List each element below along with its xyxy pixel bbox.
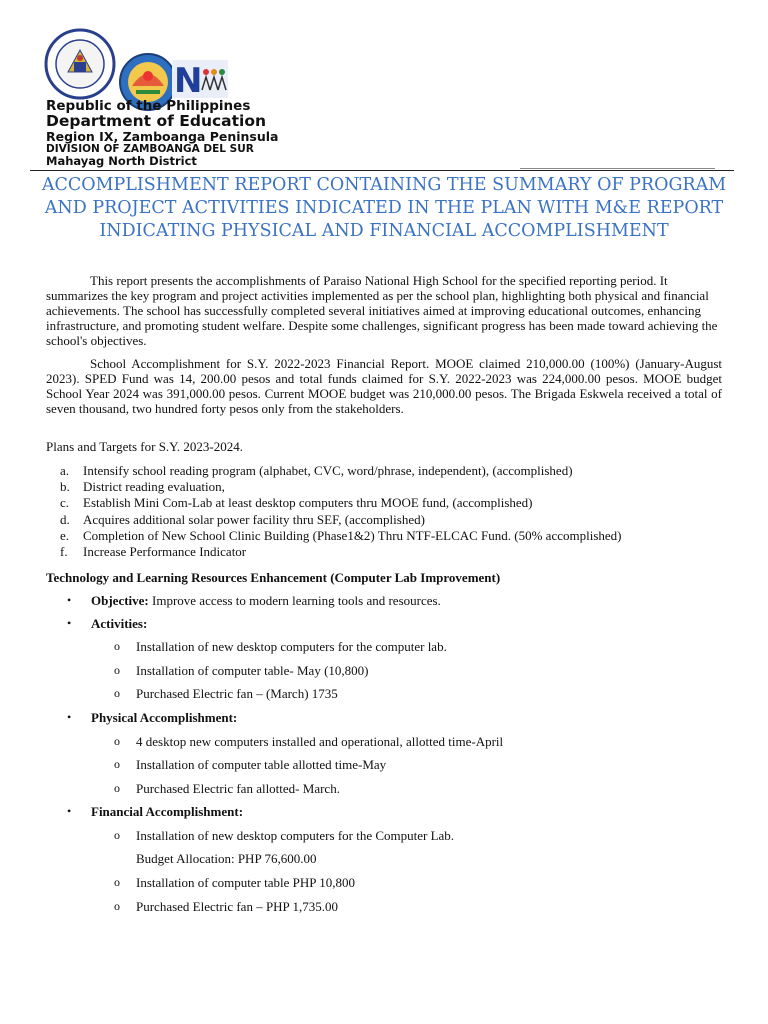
list-item bbox=[46, 463, 722, 479]
activities-label: Activities: bbox=[91, 616, 148, 631]
header-division: DIVISION OF ZAMBOANGA DEL SUR bbox=[46, 143, 254, 155]
list-marker: a. bbox=[60, 463, 70, 478]
activity-text: Installation of computer table- May (10,800) bbox=[136, 663, 369, 678]
list-item bbox=[46, 528, 722, 544]
financial-sub-item bbox=[114, 899, 339, 915]
financial-text: Purchased Electric fan – PHP 1,735.00 bbox=[136, 899, 339, 914]
activity-text: Installation of new desktop computers for the computer lab. bbox=[136, 639, 447, 654]
activity-item bbox=[114, 663, 369, 679]
section-heading: Technology and Learning Resources Enhancement (Computer Lab Improvement) bbox=[46, 570, 501, 585]
list-item bbox=[46, 512, 722, 528]
list-item-text: Increase Performance Indicator bbox=[83, 544, 247, 560]
sub-bullet-marker: o bbox=[114, 639, 120, 653]
header-region: Region IX, Zamboanga Peninsula bbox=[46, 129, 279, 144]
list-item-text: Establish Mini Com-Lab at least desktop computers thru MOOE fund, (accomplished) bbox=[83, 495, 533, 511]
header-logos bbox=[40, 24, 240, 104]
sub-bullet-marker: o bbox=[114, 686, 120, 700]
physical-text: Purchased Electric fan allotted- March. bbox=[136, 781, 340, 796]
list-marker: e. bbox=[60, 527, 70, 543]
school-n-logo bbox=[172, 60, 228, 98]
bullet-marker: • bbox=[67, 593, 72, 607]
sub-bullet-marker: o bbox=[114, 875, 120, 889]
list-item bbox=[46, 544, 722, 560]
physical-sub-item bbox=[114, 734, 504, 750]
activity-item bbox=[114, 686, 338, 702]
deped-seal-logo bbox=[44, 28, 116, 100]
financial-label: Financial Accomplishment: bbox=[91, 804, 244, 819]
financial-text: Installation of computer table PHP 10,800 bbox=[136, 875, 356, 890]
sub-bullet-marker: o bbox=[114, 757, 120, 771]
plans-heading: Plans and Targets for S.Y. 2023-2024. bbox=[46, 439, 243, 454]
financial-item bbox=[67, 804, 244, 820]
plans-list bbox=[46, 463, 722, 560]
list-item-text: Completion of New School Clinic Building (Phase1&2) Thru NTF-ELCAC Fund. (50% accomplished) bbox=[83, 527, 622, 543]
sub-bullet-marker: o bbox=[114, 663, 120, 677]
list-marker: d. bbox=[60, 511, 70, 527]
objective-label: Objective: bbox=[91, 593, 149, 608]
header-district: Mahayag North District bbox=[46, 154, 197, 168]
physical-label: Physical Accomplishment: bbox=[91, 710, 238, 725]
financial-sub-item bbox=[114, 875, 356, 891]
bullet-marker: • bbox=[67, 804, 72, 818]
report-title: ACCOMPLISHMENT REPORT CONTAINING THE SUMMARY OF PROGRAM AND PROJECT ACTIVITIES INDICATED IN THE PLAN WITH M&E REPORT INDICATING PHYSICAL AND FINANCIAL ACCOMPLISHMENT bbox=[41, 175, 727, 241]
svg-text:N: N bbox=[174, 61, 203, 98]
financial-paragraph: School Accomplishment for S.Y. 2022-2023 Financial Report. MOOE claimed 210,000.00 (100%) (January-August 2023). SPED Fund was 14, 200.00 pesos and total funds claimed for S.Y. 2022-2023 was 224,000.00 pesos. MOOE budget School Year 2024 was 391,000.00 pesos. Current MOOE budget was 210,000.00 pesos. The Brigada Eskwela received a total of seven thousand, two hundred forty pesos only from the stakeholders. bbox=[46, 356, 722, 416]
sub-bullet-marker: o bbox=[114, 899, 120, 913]
activity-item bbox=[114, 639, 447, 655]
activities-item bbox=[67, 616, 148, 632]
objective-text: Improve access to modern learning tools and resources. bbox=[152, 593, 441, 608]
physical-text: Installation of computer table allotted time-May bbox=[136, 757, 387, 772]
physical-sub-item bbox=[114, 781, 340, 797]
list-item-text: District reading evaluation, bbox=[83, 479, 225, 495]
bullet-marker: • bbox=[67, 710, 72, 724]
financial-text: Installation of new desktop computers for the Computer Lab. bbox=[136, 828, 455, 843]
header-rule-accent bbox=[520, 168, 715, 169]
activity-text: Purchased Electric fan – (March) 1735 bbox=[136, 686, 338, 701]
list-marker: b. bbox=[60, 479, 70, 495]
list-item bbox=[46, 479, 722, 495]
header-department: Department of Education bbox=[46, 112, 267, 130]
physical-item bbox=[67, 710, 238, 726]
header-republic: Republic of the Philippines bbox=[46, 98, 251, 114]
financial-sub-item bbox=[114, 828, 455, 844]
budget-note: Budget Allocation: PHP 76,600.00 bbox=[136, 851, 317, 866]
list-item-text: Acquires additional solar power facility thru SEF, (accomplished) bbox=[83, 511, 425, 527]
list-marker: c. bbox=[60, 495, 70, 511]
bullet-marker: • bbox=[67, 616, 72, 630]
intro-paragraph: This report presents the accomplishments of Paraiso National High School for the specified reporting period. It summarizes the key program and project activities implemented as per the school plan, highlighting both physical and financial achievements. The school has successfully completed several initiatives aimed at improving educational outcomes, enhancing infrastructure, and promoting student welfare. Despite some challenges, significant progress has been made toward achieving the school's objectives. bbox=[46, 273, 718, 348]
sub-bullet-marker: o bbox=[114, 734, 120, 748]
objective-item bbox=[67, 593, 441, 609]
list-item bbox=[46, 495, 722, 511]
list-item-text: Intensify school reading program (alphabet, CVC, word/phrase, independent), (accomplished) bbox=[83, 463, 573, 478]
sub-bullet-marker: o bbox=[114, 828, 120, 842]
physical-sub-item bbox=[114, 757, 387, 773]
list-marker: f. bbox=[60, 544, 68, 560]
sub-bullet-marker: o bbox=[114, 781, 120, 795]
header-rule bbox=[30, 170, 734, 171]
physical-text: 4 desktop new computers installed and operational, allotted time-April bbox=[136, 734, 504, 749]
